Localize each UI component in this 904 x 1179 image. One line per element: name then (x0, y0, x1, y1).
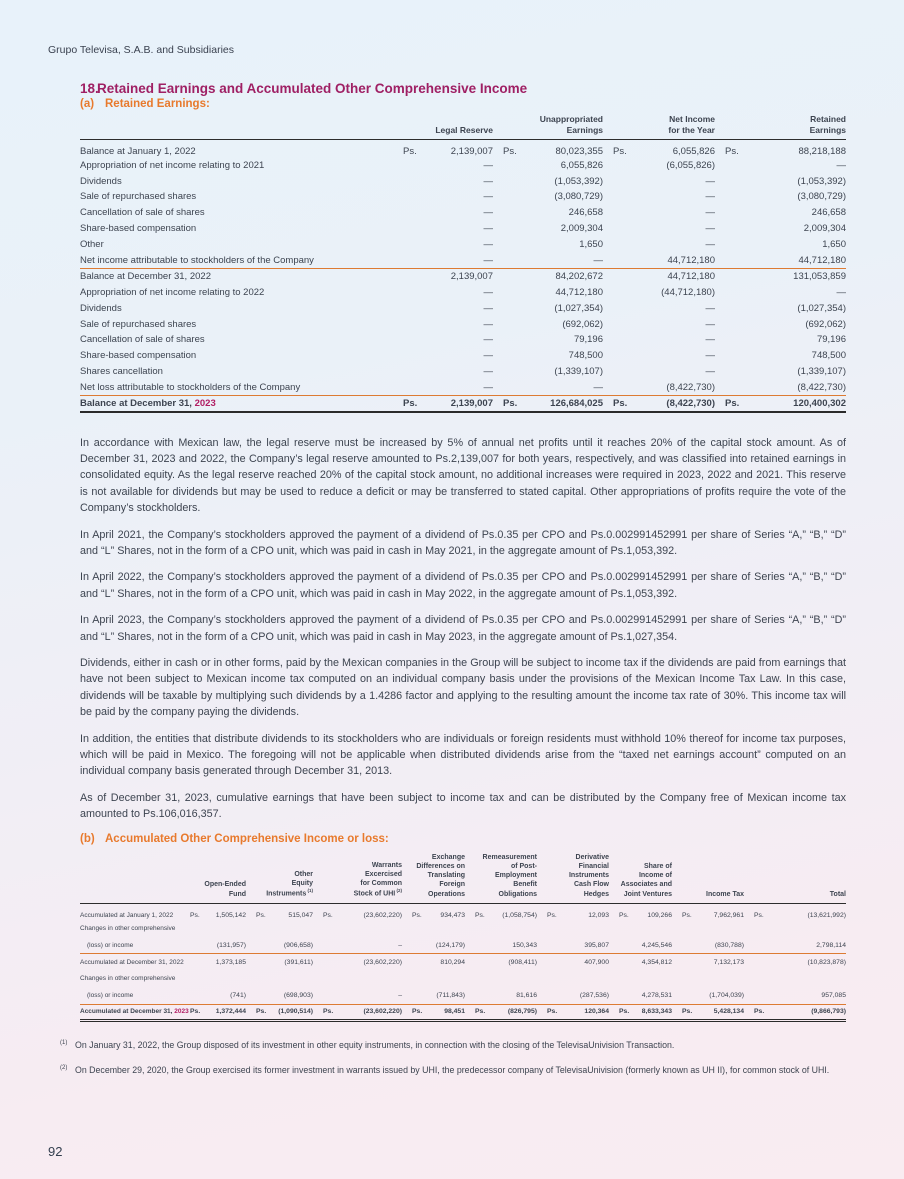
cell-value (313, 970, 402, 987)
table-row (80, 173, 846, 189)
column-header: Remeasurement of Post- Employment Benefit Obligations (465, 853, 537, 904)
paragraph: As of December 31, 2023, cumulative earnings that have been subject to income tax and can be distributed by the Company free of Mexican income tax amounted to Ps.106,016,357. (80, 791, 846, 821)
cell-value: Ps. (1,090,514) (246, 1004, 313, 1021)
cell-value: — (483, 318, 493, 330)
cell-value: 44,712,180 (667, 271, 715, 283)
cell-value: (830,788) (672, 937, 744, 954)
cell-value: (124,179) (402, 937, 465, 954)
cell-value: — (836, 286, 846, 298)
cell-value: (6,055,826) (666, 159, 715, 171)
cell-value: Ps. 2,139,007 (403, 146, 493, 158)
cell-value: (1,027,354) (554, 302, 603, 314)
cell-value: 84,202,672 (555, 271, 603, 283)
cell-value (465, 920, 537, 937)
cell-value: — (705, 302, 715, 314)
paragraph: In April 2023, the Company’s stockholders approved the payment of a dividend of Ps.0.35 per CPO and Ps.0.002991452991 per share of Series “A,” “B,” “D” and “L” Shares, not in the form of a CPO unit, which was paid in cash in May 2023, in the aggregate amount of Ps.1,027,354. (80, 614, 846, 643)
table-row (80, 348, 846, 364)
cell-value: 44,712,180 (715, 253, 846, 269)
cell-value: (711,843) (402, 987, 465, 1004)
cell-value: Ps. 88,218,188 (725, 146, 846, 158)
column-header: Other Equity Instruments $^{(1)}$ (246, 853, 313, 904)
cell-value: Ps. 120,364 (537, 1004, 609, 1021)
cell-value (609, 920, 672, 937)
footnote-marker: (2) (60, 1064, 68, 1071)
cell-value (672, 920, 744, 937)
cell-value: (23,602,220) (363, 958, 402, 966)
row-label: Balance at December 31, 2023 (80, 396, 393, 412)
cell-value: (1,027,354) (797, 302, 846, 314)
cell-value: — (705, 318, 715, 330)
cell-value: — (493, 380, 603, 396)
cell-value: (908,411) (508, 958, 537, 966)
cell-value: Ps. (9,866,793) (744, 1004, 846, 1021)
paragraph: In addition, the entities that distribute dividends to its stockholders who are individuals or foreign residents must withhold 10% thereof for income tax purposes, which will be paid in Mexico. The foregoing will not be applicable when distributed dividends arise from the “taxed net earnings account” computed on an individual company basis generated through December 31, 2013. (80, 732, 846, 778)
table-row (80, 380, 846, 396)
cell-value: (287,536) (537, 987, 609, 1004)
table-row (80, 268, 846, 284)
cell-value: Ps. 1,372,444 (180, 1004, 246, 1021)
cell-value: (10,823,878) (807, 958, 846, 966)
cell-value: 44,712,180 (603, 253, 715, 269)
cell-value: — (483, 334, 493, 346)
cell-value: – (313, 987, 402, 1004)
cell-value: (391,611) (284, 958, 313, 966)
footnotes (60, 1040, 846, 1076)
row-label: Other (80, 239, 104, 251)
table-row (80, 316, 846, 332)
table-row (80, 987, 846, 1004)
cell-value: Ps. (1,058,754) (475, 912, 537, 920)
cell-value: 407,900 (584, 958, 609, 966)
footnote-marker: (1) (60, 1040, 68, 1047)
retained-earnings-table (80, 114, 846, 413)
cell-value (465, 970, 537, 987)
row-label: Appropriation of net income relating to 2021 (80, 159, 265, 171)
accumulated-oci-table (80, 853, 846, 1023)
column-header: Unappropriated Earnings (493, 114, 603, 140)
table-row (80, 157, 846, 173)
cell-value: 7,132,173 (713, 958, 744, 966)
cell-value: Ps. 109,266 (619, 912, 672, 920)
subsection-b-title: Accumulated Other Comprehensive Income or loss: (105, 832, 389, 845)
footnote (60, 1040, 846, 1051)
cell-value: Ps. (826,795) (465, 1004, 537, 1021)
footnote-text: On December 29, 2020, the Group exercised its former investment in warrants issued by UHI, the predecessor company of TelevisaUnivision (formerly known as UH II), for common stock of UHI. (75, 1064, 830, 1075)
cell-value: — (483, 159, 493, 171)
row-label: Dividends (80, 175, 122, 187)
column-header: Derivative Financial Instruments Cash Flow Hedges (537, 853, 609, 904)
table-row (80, 221, 846, 237)
column-header: Income Tax (672, 853, 744, 904)
cell-value: (1,339,107) (797, 366, 846, 378)
cell-value: — (483, 366, 493, 378)
table-row (80, 332, 846, 348)
table-row (80, 237, 846, 253)
table-row (80, 253, 846, 269)
row-label: Balance at December 31, 2022 (80, 271, 211, 283)
subsection-a-heading (80, 98, 846, 110)
cell-value: — (483, 175, 493, 187)
cell-value (246, 970, 313, 987)
row-label: Changes in other comprehensive (80, 975, 176, 983)
column-header: Legal Reserve (393, 114, 493, 140)
table-row (80, 396, 846, 412)
cell-value (313, 920, 402, 937)
cell-value (402, 970, 465, 987)
paragraph: Dividends, either in cash or in other forms, paid by the Mexican companies in the Group will be subject to income tax if the dividends are paid from earnings that have not been subject to Mexican income tax computed on an individual company basis under the provisions of the Mexican Income Tax Law. In this case, dividends will be taxable by multiplying such dividends by a 1.4286 factor and applying to the resulting amount the income tax rate of 30%. This income tax will be paid by the company paying the dividends. (80, 656, 846, 719)
cell-value: 1,650 (822, 239, 846, 251)
body-paragraphs (80, 435, 846, 823)
cell-value: — (836, 159, 846, 171)
cell-value: 44,712,180 (555, 286, 603, 298)
table-row (80, 300, 846, 316)
cell-value: — (705, 175, 715, 187)
cell-value: — (483, 191, 493, 203)
table-row (80, 1004, 846, 1021)
cell-value: Ps. 7,962,961 (682, 912, 744, 920)
cell-value: — (705, 239, 715, 251)
cell-value: — (705, 366, 715, 378)
cell-value: (698,903) (246, 987, 313, 1004)
cell-value: — (705, 350, 715, 362)
table-row (80, 284, 846, 300)
cell-value: Ps. (23,602,220) (313, 1004, 402, 1021)
cell-value: 748,500 (811, 350, 846, 362)
paragraph: In April 2022, the Company’s stockholders approved the payment of a dividend of Ps.0.35 per CPO and Ps.0.002991452991 per share of Series “A,” “B,” “D” and “L” Shares, not in the form of a CPO unit, which was paid in cash in May 2022, in the aggregate amount of Ps.1,053,392. (80, 571, 846, 600)
section-title (80, 81, 846, 96)
row-label: Accumulated at December 31, 2023 (80, 1004, 180, 1021)
cell-value: Ps. 6,055,826 (613, 146, 715, 158)
footnote-text: On January 31, 2022, the Group disposed of its investment in other equity instruments, in connection with the closing of the TelevisaUnivision Transaction. (75, 1040, 675, 1051)
cell-value: (1,053,392) (797, 175, 846, 187)
row-label: Balance at January 1, 2022 (80, 146, 196, 158)
cell-value: Ps. 12,093 (547, 912, 609, 920)
cell-value: (1,053,392) (554, 175, 603, 187)
cell-value: (131,957) (180, 937, 246, 954)
row-label: (loss) or income (80, 987, 180, 1004)
cell-value: (906,658) (246, 937, 313, 954)
cell-value (609, 970, 672, 987)
cell-value: (3,080,729) (554, 191, 603, 203)
cell-value: (692,062) (562, 318, 603, 330)
paragraph: In accordance with Mexican law, the legal reserve must be increased by 5% of annual net profits until it reaches 20% of the capital stock amount. As of December 31, 2023 and 2022, the Company’s legal reserve amounted to Ps.2,139,007 for both years, respectively, and was classified into retained earnings in consolidated equity. As the legal reserve reached 20% of the capital stock amount, no additional increases were required in 2023, 2022 and 2021. This reserve is not available for dividends but may be used to reduce a deficit or may be transferred to stated capital. Other appropriations of profits require the vote of the Company’s stockholders. (80, 436, 846, 515)
cell-value: 748,500 (568, 350, 603, 362)
cell-value: 4,354,812 (641, 958, 672, 966)
table-row (80, 205, 846, 221)
table-row (80, 364, 846, 380)
cell-value: Ps. (23,602,220) (323, 912, 402, 920)
row-label: Share-based compensation (80, 223, 197, 235)
cell-value (180, 920, 246, 937)
row-label: Accumulated at December 31, 2022 (80, 958, 184, 966)
subsection-b-label: (b) (80, 832, 95, 845)
column-header-empty (80, 853, 180, 904)
cell-value: (3,080,729) (797, 191, 846, 203)
cell-value: Ps. 98,451 (402, 1004, 465, 1021)
cell-value: 957,085 (744, 987, 846, 1004)
cell-value: 6,055,826 (560, 159, 603, 171)
cell-value: — (483, 302, 493, 314)
table-row (80, 140, 846, 158)
column-header: Retained Earnings (715, 114, 846, 140)
row-label: Shares cancellation (80, 366, 163, 378)
cell-value: Ps. (8,422,730) (603, 396, 715, 412)
section-number: 18. (80, 81, 99, 96)
cell-value: 2,009,304 (560, 223, 603, 235)
footnote (60, 1065, 846, 1076)
table-row (80, 970, 846, 987)
cell-value: — (393, 380, 493, 396)
cell-value (402, 920, 465, 937)
cell-value: 79,196 (573, 334, 603, 346)
cell-value: 2,009,304 (803, 223, 846, 235)
subsection-b-heading (80, 833, 846, 845)
section-title-text: Retained Earnings and Accumulated Other Comprehensive Income (97, 81, 528, 96)
cell-value: 79,196 (816, 334, 846, 346)
cell-value: (8,422,730) (715, 380, 846, 396)
table-row (80, 937, 846, 954)
table-row (80, 189, 846, 205)
cell-value: — (493, 253, 603, 269)
cell-value (537, 920, 609, 937)
cell-value: — (393, 253, 493, 269)
cell-value: Ps. 80,023,355 (503, 146, 603, 158)
row-label: Share-based compensation (80, 350, 197, 362)
cell-value: (741) (180, 987, 246, 1004)
cell-value: (8,422,730) (603, 380, 715, 396)
cell-value: 4,245,546 (609, 937, 672, 954)
row-label: Appropriation of net income relating to 2022 (80, 286, 265, 298)
cell-value: Ps. 126,684,025 (493, 396, 603, 412)
cell-value: — (705, 191, 715, 203)
row-label: Dividends (80, 302, 122, 314)
page-number: 92 (48, 1144, 63, 1159)
column-header: Net Income for the Year (603, 114, 715, 140)
cell-value: (1,339,107) (554, 366, 603, 378)
cell-value: — (483, 239, 493, 251)
cell-value: Ps. 5,428,134 (672, 1004, 744, 1021)
row-label: Sale of repurchased shares (80, 318, 197, 330)
cell-value: Ps. 515,047 (256, 912, 313, 920)
column-header: Total (744, 853, 846, 904)
row-label: (loss) or income (80, 937, 180, 954)
note-content (60, 81, 846, 1089)
cell-value: — (705, 207, 715, 219)
cell-value (246, 920, 313, 937)
cell-value: 131,053,859 (793, 271, 846, 283)
cell-value (744, 920, 846, 937)
cell-value: 150,343 (465, 937, 537, 954)
row-label: Cancellation of sale of shares (80, 207, 205, 219)
cell-value (744, 970, 846, 987)
cell-value: — (705, 223, 715, 235)
cell-value: 2,139,007 (450, 271, 493, 283)
cell-value: Ps. 934,473 (412, 912, 465, 920)
cell-value (672, 970, 744, 987)
row-label: Changes in other comprehensive (80, 924, 176, 932)
cell-value: Ps. 120,400,302 (715, 396, 846, 412)
cell-value: — (705, 334, 715, 346)
cell-value: 81,616 (465, 987, 537, 1004)
cell-value: Ps. 1,505,142 (190, 912, 246, 920)
row-label: Cancellation of sale of shares (80, 334, 205, 346)
cell-value: 246,658 (811, 207, 846, 219)
paragraph: In April 2021, the Company’s stockholders approved the payment of a dividend of Ps.0.35 per CPO and Ps.0.002991452991 per share of Series “A,” “B,” “D” and “L” Shares, not in the form of a CPO unit, which was paid in cash in May 2021, in the aggregate amount of Ps.1,053,392. (80, 528, 846, 557)
cell-value: Ps. (13,621,992) (754, 912, 846, 920)
cell-value: (44,712,180) (661, 286, 715, 298)
cell-value: — (483, 350, 493, 362)
cell-value: Ps. 8,633,343 (609, 1004, 672, 1021)
column-header: Exchange Differences on Translating Foreign Operations (402, 853, 465, 904)
cell-value: Ps. 2,139,007 (393, 396, 493, 412)
row-label: Net income attributable to stockholders of the Company (80, 253, 393, 269)
table-row (80, 954, 846, 971)
cell-value: — (483, 207, 493, 219)
cell-value: 2,798,114 (744, 937, 846, 954)
cell-value: 246,658 (568, 207, 603, 219)
column-header-empty (80, 114, 393, 140)
column-header: Warrants Excercised for Common Stock of UHI $^{(2)}$ (313, 853, 402, 904)
cell-value: (692,062) (805, 318, 846, 330)
cell-value: – (313, 937, 402, 954)
row-label: Net loss attributable to stockholders of the Company (80, 380, 393, 396)
subsection-a-label: (a) (80, 98, 95, 110)
cell-value: — (483, 223, 493, 235)
cell-value: 395,807 (537, 937, 609, 954)
cell-value: 1,650 (579, 239, 603, 251)
subsection-a-title: Retained Earnings: (105, 98, 210, 110)
column-header: Share of Income of Associates and Joint Ventures (609, 853, 672, 904)
cell-value (180, 970, 246, 987)
cell-value: — (483, 286, 493, 298)
row-label: Sale of repurchased shares (80, 191, 197, 203)
cell-value: 4,278,531 (609, 987, 672, 1004)
cell-value: 1,373,185 (215, 958, 246, 966)
table-row (80, 903, 846, 920)
cell-value: (1,704,039) (672, 987, 744, 1004)
company-name: Grupo Televisa, S.A.B. and Subsidiaries (48, 44, 234, 56)
column-header: Open-Ended Fund (180, 853, 246, 904)
cell-value: 810,294 (440, 958, 465, 966)
cell-value (537, 970, 609, 987)
row-label: Accumulated at January 1, 2022 (80, 912, 174, 920)
table-row (80, 920, 846, 937)
